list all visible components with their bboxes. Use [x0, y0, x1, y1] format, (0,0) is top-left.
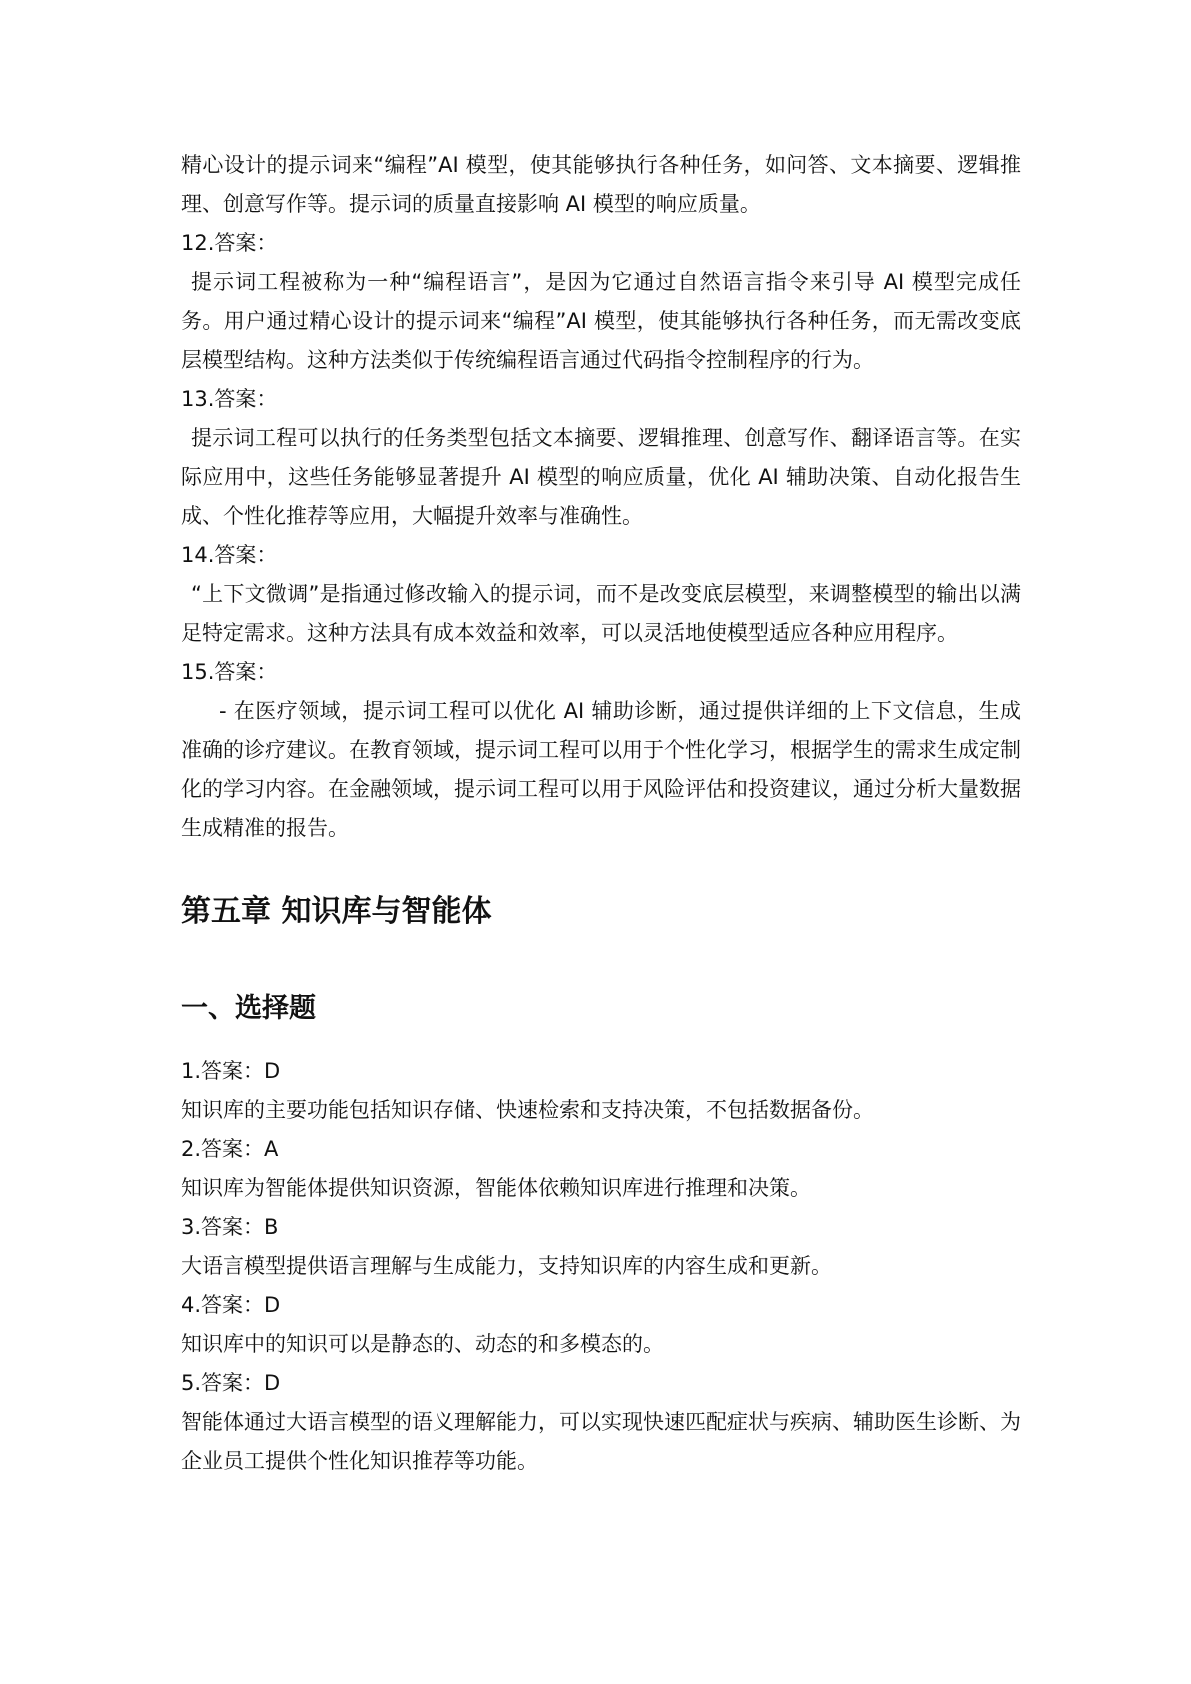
paragraph: - 在医疗领域，提示词工程可以优化 AI 辅助诊断，通过提供详细的上下文信息，生成准确的诊疗建议。在教育领域，提示词工程可以用于个性化学习，根据学生的需求生成定制化的学习内容。在金融领域，提示词工程可以用于风险评估和投资建议，通过分析大量数据生成精准的报告。	[181, 699, 1021, 840]
answer-label: 1.答案：D	[181, 1059, 281, 1083]
answer-explanation: 知识库为智能体提供知识资源，智能体依赖知识库进行推理和决策。	[181, 1176, 811, 1200]
paragraph: “上下文微调”是指通过修改输入的提示词，而不是改变底层模型，来调整模型的输出以满足特定需求。这种方法具有成本效益和效率，可以灵活地使模型适应各种应用程序。	[181, 582, 1021, 645]
answer-explanation: 知识库中的知识可以是静态的、动态的和多模态的。	[181, 1332, 664, 1356]
answer-label: 2.答案：A	[181, 1137, 279, 1161]
paragraph: 提示词工程被称为一种“编程语言”，是因为它通过自然语言指令来引导 AI 模型完成任务。用户通过精心设计的提示词来“编程”AI 模型，使其能够执行各种任务，而无需改变底层模型结构。这种方法类似于传统编程语言通过代码指令控制程序的行为。	[181, 270, 1021, 372]
answer-explanation: 智能体通过大语言模型的语义理解能力，可以实现快速匹配症状与疾病、辅助医生诊断、为企业员工提供个性化知识推荐等功能。	[181, 1410, 1021, 1473]
answer-label: 5.答案：D	[181, 1371, 281, 1395]
answer-explanation: 知识库的主要功能包括知识存储、快速检索和支持决策，不包括数据备份。	[181, 1098, 874, 1122]
answer-label: 4.答案：D	[181, 1293, 281, 1317]
answer-label: 12.答案：	[181, 231, 278, 255]
chapter-title: 第五章 知识库与智能体	[181, 894, 492, 929]
answer-label: 14.答案：	[181, 543, 278, 567]
section-title: 一、选择题	[181, 993, 316, 1024]
answer-label: 3.答案：B	[181, 1215, 279, 1239]
answer-label: 15.答案：	[181, 660, 278, 684]
paragraph: 提示词工程可以执行的任务类型包括文本摘要、逻辑推理、创意写作、翻译语言等。在实际应用中，这些任务能够显著提升 AI 模型的响应质量，优化 AI 辅助决策、自动化报告生成、个性化推荐等应用，大幅提升效率与准确性。	[181, 426, 1021, 528]
answers-block	[181, 1052, 1021, 1481]
answer-label: 13.答案：	[181, 387, 278, 411]
answer-explanation: 大语言模型提供语言理解与生成能力，支持知识库的内容生成和更新。	[181, 1254, 832, 1278]
top-text-block	[181, 146, 1021, 848]
paragraph: 精心设计的提示词来“编程”AI 模型，使其能够执行各种任务，如问答、文本摘要、逻辑推理、创意写作等。提示词的质量直接影响 AI 模型的响应质量。	[181, 153, 1021, 216]
